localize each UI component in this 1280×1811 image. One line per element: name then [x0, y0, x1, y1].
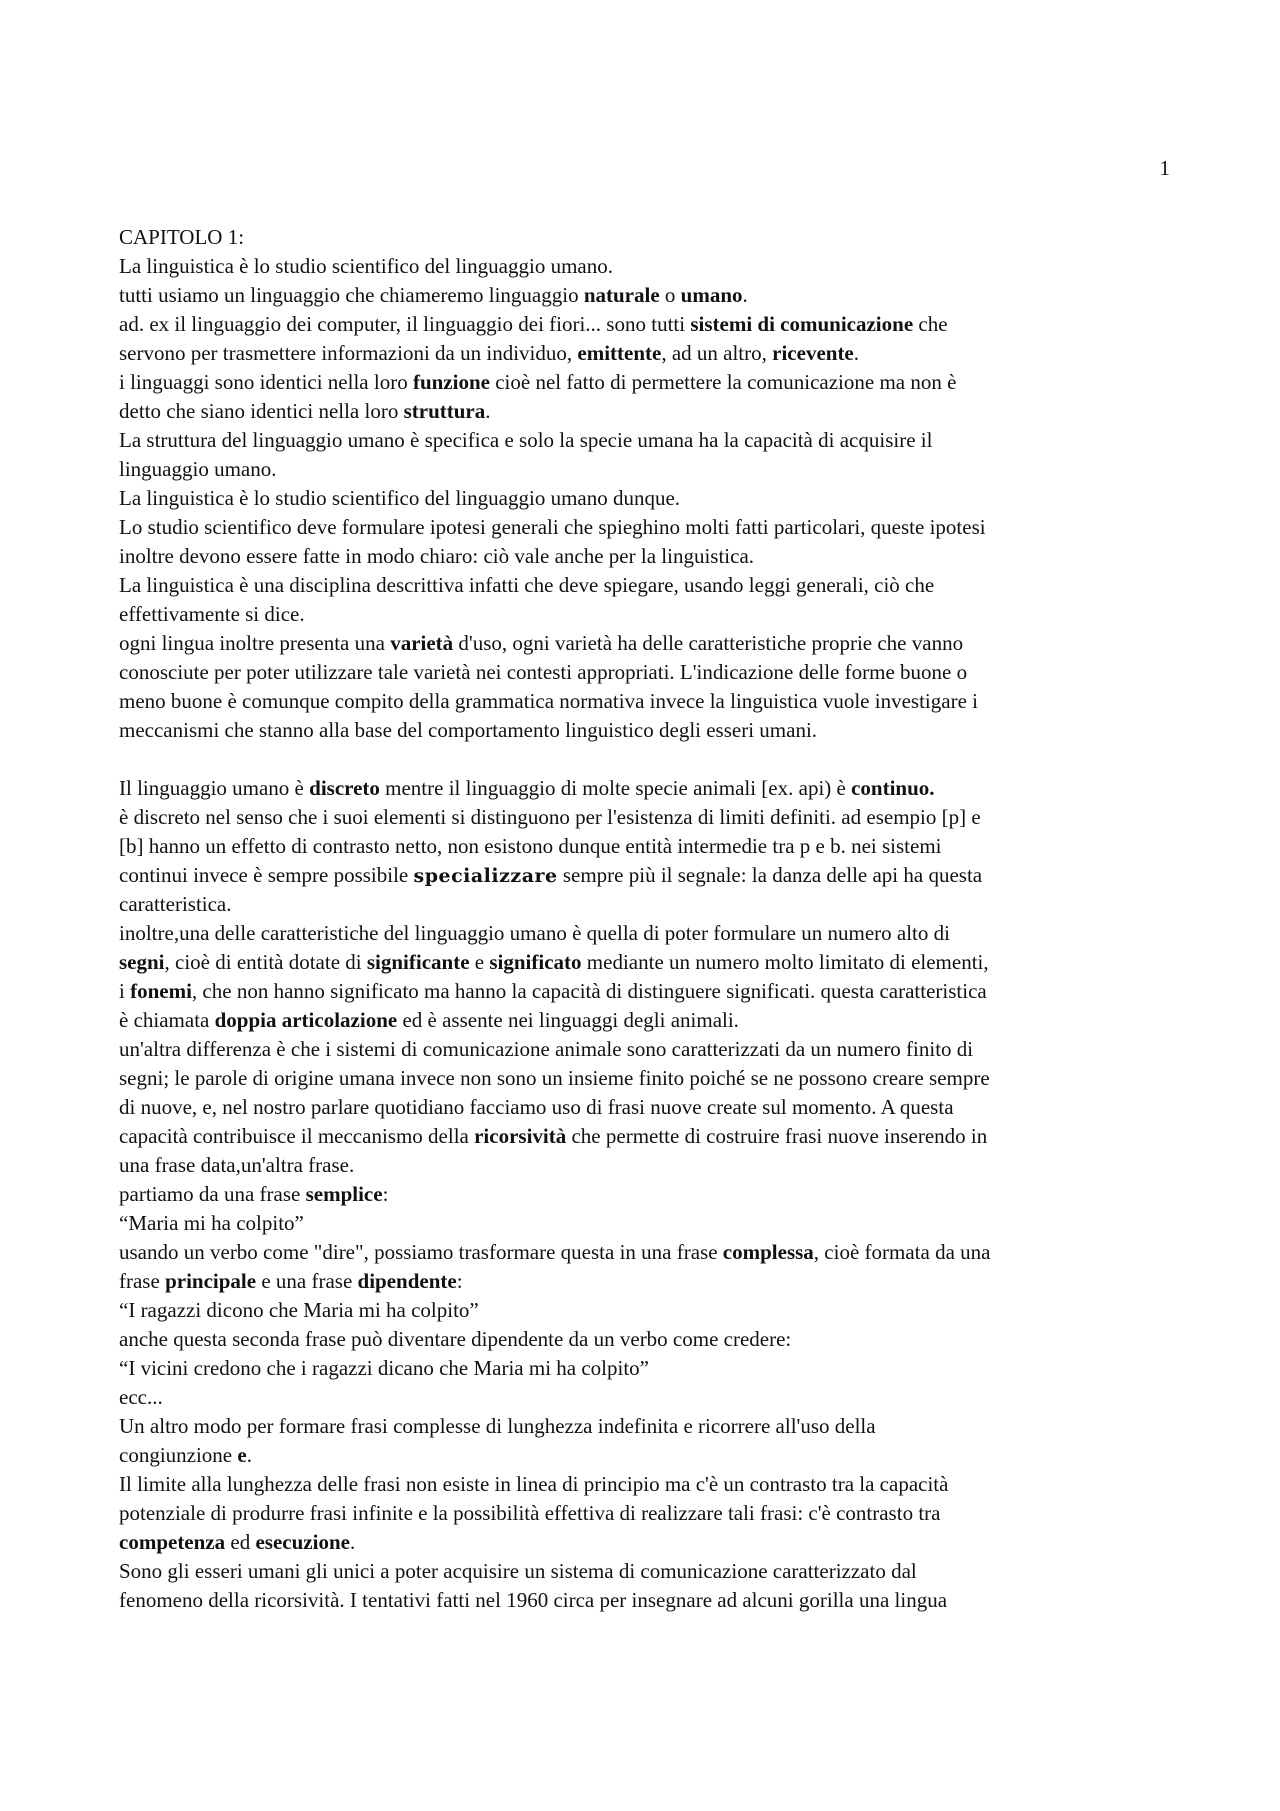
- text-run: ecc...: [119, 1385, 163, 1409]
- text-run: “Maria mi ha colpito”: [119, 1211, 304, 1235]
- text-run: i: [119, 979, 131, 1003]
- text-line: [119, 1006, 1179, 1035]
- text-run: congiunzione: [119, 1443, 238, 1467]
- bold-term: ricevente: [772, 341, 854, 365]
- bold-term: emittente: [577, 341, 662, 365]
- text-line: [119, 716, 1179, 745]
- text-line: [119, 1151, 1179, 1180]
- text-line: [119, 397, 1179, 426]
- text-run: segni; le parole di origine umana invece non sono un insieme finito poiché se ne possono creare sempre: [119, 1066, 990, 1090]
- text-run: La struttura del linguaggio umano è specifica e solo la specie umana ha la capacità di acquisire il: [119, 428, 933, 452]
- text-run: e: [469, 950, 490, 974]
- text-run: che permette di costruire frasi nuove inserendo in: [566, 1124, 988, 1148]
- text-run: meno buone è comunque compito della grammatica normativa invece la linguistica vuole investigare i: [119, 689, 978, 713]
- text-run: e una frase: [256, 1269, 358, 1293]
- text-run: ed: [225, 1530, 256, 1554]
- text-line: [119, 252, 1179, 281]
- text-run: potenziale di produrre frasi infinite e la possibilità effettiva di realizzare tali frasi: c'è contrasto tra: [119, 1501, 941, 1525]
- text-run: Il linguaggio umano è: [119, 776, 310, 800]
- text-run: , che non hanno significato ma hanno la capacità di distinguere significati. questa caratteristica: [191, 979, 987, 1003]
- text-line: [119, 1093, 1179, 1122]
- text-run: .: [742, 283, 748, 307]
- text-run: linguaggio umano.: [119, 457, 277, 481]
- text-line: [119, 455, 1179, 484]
- text-run: continui invece è sempre possibile: [119, 863, 414, 887]
- bold-term: fonemi: [130, 979, 192, 1003]
- text-line: [119, 1586, 1179, 1615]
- text-run: ed è assente nei linguaggi degli animali.: [397, 1008, 739, 1032]
- text-line: [119, 1180, 1179, 1209]
- text-run: cioè nel fatto di permettere la comunicazione ma non è: [489, 370, 957, 394]
- text-line: [119, 223, 1179, 252]
- bold-term: significato: [489, 950, 582, 974]
- bold-term: sistemi di comunicazione: [690, 312, 914, 336]
- text-line: [119, 1122, 1179, 1151]
- text-run: i linguaggi sono identici nella loro: [119, 370, 413, 394]
- text-run: .: [853, 341, 860, 365]
- text-run: caratteristica.: [119, 892, 232, 916]
- bold-term: principale: [165, 1269, 257, 1293]
- text-line: [119, 281, 1179, 310]
- text-run: un'altra differenza è che i sistemi di comunicazione animale sono caratterizzati da un numero finito di: [119, 1037, 974, 1061]
- text-run: partiamo da una frase: [119, 1182, 306, 1206]
- text-run: è discreto nel senso che i suoi elementi si distinguono per l'esistenza di limiti definiti. ad esempio [p] e: [119, 805, 981, 829]
- text-line: [119, 861, 1179, 890]
- text-run: [b] hanno un effetto di contrasto netto, non esistono dunque entità intermedie tra p e b. nei sistemi: [119, 834, 942, 858]
- text-run: Un altro modo per formare frasi complesse di lunghezza indefinita e ricorrere all'uso della: [119, 1414, 876, 1438]
- bold-term: complessa: [722, 1240, 814, 1264]
- text-run: :: [456, 1269, 463, 1293]
- text-run: mentre il linguaggio di molte specie animali [ex. api) è: [379, 776, 852, 800]
- text-run: , cioè formata da una: [813, 1240, 991, 1264]
- text-line: [119, 1035, 1179, 1064]
- bold-term: continuo.: [851, 776, 935, 800]
- text-run: fenomeno della ricorsività. I tentativi fatti nel 1960 circa per insegnare ad alcuni gorilla una lingua: [119, 1588, 948, 1612]
- text-line: [119, 1441, 1179, 1470]
- text-line: [119, 513, 1179, 542]
- text-line: [119, 1412, 1179, 1441]
- bold-term: significante: [366, 950, 470, 974]
- text-run: .: [485, 399, 491, 423]
- text-line: [119, 977, 1179, 1006]
- text-line: [119, 1528, 1179, 1557]
- bold-term: esecuzione: [255, 1530, 350, 1554]
- text-run: CAPITOLO 1:: [119, 225, 245, 249]
- text-run: , ad un altro,: [661, 341, 773, 365]
- bold-term: segni: [119, 950, 165, 974]
- text-run: che: [913, 312, 948, 336]
- text-line: [119, 1499, 1179, 1528]
- bold-term: semplice: [305, 1182, 383, 1206]
- text-run: detto che siano identici nella loro: [119, 399, 404, 423]
- text-line: [119, 1267, 1179, 1296]
- text-run: .: [246, 1443, 252, 1467]
- text-run: :: [382, 1182, 389, 1206]
- text-run: anche questa seconda frase può diventare dipendente da un verbo come credere:: [119, 1327, 792, 1351]
- text-line: [119, 687, 1179, 716]
- text-line: [119, 948, 1179, 977]
- text-run: ogni lingua inoltre presenta una: [119, 631, 391, 655]
- text-line: [119, 571, 1179, 600]
- text-run: La linguistica è lo studio scientifico del linguaggio umano.: [119, 254, 613, 278]
- text-run: Il limite alla lunghezza delle frasi non esiste in linea di principio ma c'è un contrasto tra la capacità: [119, 1472, 949, 1496]
- text-line: [119, 658, 1179, 687]
- text-run: mediante un numero molto limitato di elementi,: [581, 950, 989, 974]
- text-line: [119, 890, 1179, 919]
- text-line: [119, 484, 1179, 513]
- text-run: ad. ex il linguaggio dei computer, il linguaggio dei fiori... sono tutti: [119, 312, 691, 336]
- bold-term: struttura: [403, 399, 486, 423]
- bold-term: doppia articolazione: [214, 1008, 398, 1032]
- text-run: effettivamente si dice.: [119, 602, 305, 626]
- text-run: servono per trasmettere informazioni da un individuo,: [119, 341, 578, 365]
- text-run: conosciute per poter utilizzare tale varietà nei contesti appropriati. L'indicazione delle forme buone o: [119, 660, 968, 684]
- text-run: di nuove, e, nel nostro parlare quotidiano facciamo uso di frasi nuove create sul momento. A questa: [119, 1095, 954, 1119]
- text-run: , cioè di entità dotate di: [164, 950, 367, 974]
- text-run: una frase data,un'altra frase.: [119, 1153, 355, 1177]
- text-run: Lo studio scientifico deve formulare ipotesi generali che spieghino molti fatti particolari, queste ipotesi: [119, 515, 986, 539]
- text-run: inoltre devono essere fatte in modo chiaro: ciò vale anche per la linguistica.: [119, 544, 755, 568]
- text-run: inoltre,una delle caratteristiche del linguaggio umano è quella di poter formulare un numero alto di: [119, 921, 950, 945]
- text-line: [119, 832, 1179, 861]
- text-run: è chiamata: [119, 1008, 215, 1032]
- text-run: tutti usiamo un linguaggio che chiameremo linguaggio: [119, 283, 584, 307]
- bold-term: umano: [680, 283, 743, 307]
- fraktur-word: specializzare: [413, 865, 558, 887]
- text-line: [119, 542, 1179, 571]
- text-run: frase: [119, 1269, 166, 1293]
- document-body: [119, 223, 1179, 1615]
- bold-term: discreto: [309, 776, 380, 800]
- bold-term: e: [237, 1443, 247, 1467]
- text-run: usando un verbo come "dire", possiamo trasformare questa in una frase: [119, 1240, 723, 1264]
- text-line: [119, 310, 1179, 339]
- blank-line: [119, 745, 1179, 774]
- bold-term: naturale: [583, 283, 660, 307]
- text-line: [119, 1296, 1179, 1325]
- bold-term: ricorsività: [474, 1124, 567, 1148]
- text-line: [119, 426, 1179, 455]
- text-line: [119, 1383, 1179, 1412]
- text-run: “I ragazzi dicono che Maria mi ha colpito”: [119, 1298, 479, 1322]
- text-run: La linguistica è lo studio scientifico del linguaggio umano dunque.: [119, 486, 681, 510]
- text-line: [119, 919, 1179, 948]
- text-line: [119, 774, 1179, 803]
- text-line: [119, 1325, 1179, 1354]
- bold-term: funzione: [412, 370, 490, 394]
- text-run: Sono gli esseri umani gli unici a poter acquisire un sistema di comunicazione caratterizzato dal: [119, 1559, 917, 1583]
- bold-term: dipendente: [357, 1269, 457, 1293]
- text-run: .: [349, 1530, 356, 1554]
- text-line: [119, 600, 1179, 629]
- text-line: [119, 1557, 1179, 1586]
- text-line: [119, 368, 1179, 397]
- text-line: [119, 339, 1179, 368]
- text-line: [119, 803, 1179, 832]
- text-line: [119, 1064, 1179, 1093]
- text-line: [119, 629, 1179, 658]
- page-number: 1: [1159, 156, 1170, 180]
- bold-term: varietà: [390, 631, 454, 655]
- text-line: [119, 1209, 1179, 1238]
- text-line: [119, 1470, 1179, 1499]
- text-run: d'uso, ogni varietà ha delle caratteristiche proprie che vanno: [453, 631, 964, 655]
- bold-term: competenza: [119, 1530, 226, 1554]
- text-run: “I vicini credono che i ragazzi dicano che Maria mi ha colpito”: [119, 1356, 650, 1380]
- text-run: La linguistica è una disciplina descrittiva infatti che deve spiegare, usando leggi generali, ciò che: [119, 573, 935, 597]
- text-line: [119, 1238, 1179, 1267]
- text-run: meccanismi che stanno alla base del comportamento linguistico degli esseri umani.: [119, 718, 818, 742]
- text-run: sempre più il segnale: la danza delle api ha questa: [557, 863, 983, 887]
- text-run: o: [659, 283, 681, 307]
- text-run: capacità contribuisce il meccanismo della: [119, 1124, 475, 1148]
- text-line: [119, 1354, 1179, 1383]
